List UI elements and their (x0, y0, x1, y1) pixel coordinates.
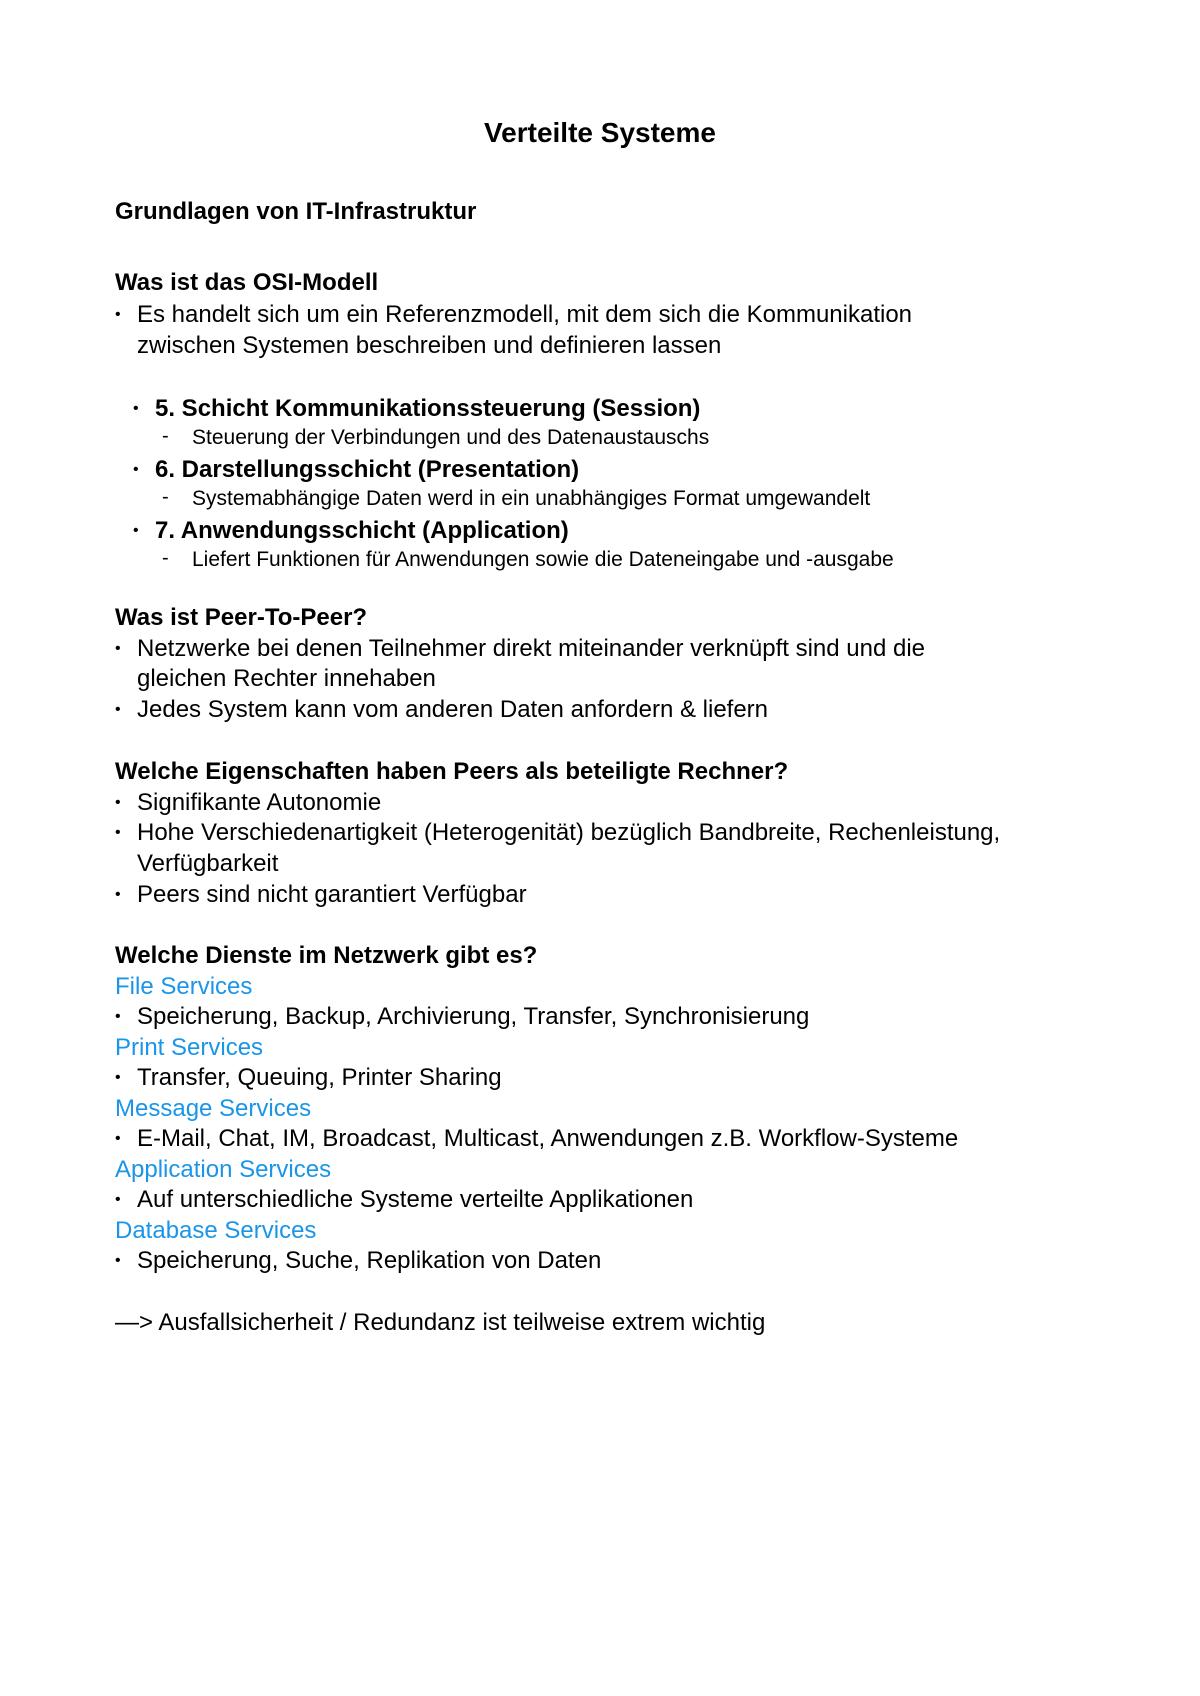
database-services-label: Database Services (115, 1217, 317, 1244)
osi-bullet-line-2: zwischen Systemen beschreiben und definieren lassen (137, 332, 722, 359)
bullet-icon: • (115, 306, 121, 323)
osi-heading: Was ist das OSI-Modell (115, 269, 379, 296)
peers-bullet-3: Peers sind nicht garantiert Verfügbar (137, 881, 527, 908)
database-services-desc: Speicherung, Suche, Replikation von Daten (137, 1247, 602, 1274)
file-services-desc: Speicherung, Backup, Archivierung, Transfer, Synchronisierung (137, 1003, 810, 1030)
peers-bullet-1: Signifikante Autonomie (137, 789, 382, 816)
message-services-desc: E-Mail, Chat, IM, Broadcast, Multicast, Anwendungen z.B. Workflow-Systeme (137, 1125, 959, 1152)
osi-layer-6-desc: Systemabhängige Daten werd in ein unabhängiges Format umgewandelt (192, 487, 871, 510)
conclusion-note: —> Ausfallsicherheit / Redundanz ist teilweise extrem wichtig (115, 1309, 766, 1336)
bullet-icon: • (115, 824, 121, 841)
bullet-icon: • (115, 1252, 121, 1269)
bullet-icon: • (115, 1069, 121, 1086)
dash-icon: - (162, 547, 169, 569)
bullet-icon: • (115, 701, 121, 718)
osi-layer-7-desc: Liefert Funktionen für Anwendungen sowie die Dateneingabe und -ausgabe (192, 548, 894, 571)
services-heading: Welche Dienste im Netzwerk gibt es? (115, 942, 538, 969)
section-heading: Grundlagen von IT-Infrastruktur (115, 198, 477, 225)
peers-bullet-2-line-1: Hohe Verschiedenartigkeit (Heterogenität) bezüglich Bandbreite, Rechenleistung, (137, 819, 1001, 846)
bullet-icon: • (115, 1191, 121, 1208)
p2p-bullet-1-line-2: gleichen Rechter innehaben (137, 665, 436, 692)
osi-layer-6: 6. Darstellungsschicht (Presentation) (155, 456, 580, 483)
message-services-label: Message Services (115, 1095, 312, 1122)
bullet-icon: • (115, 794, 121, 811)
osi-layer-5: 5. Schicht Kommunikationssteuerung (Session) (155, 395, 701, 422)
print-services-label: Print Services (115, 1034, 264, 1061)
bullet-icon: • (133, 400, 139, 417)
bullet-icon: • (115, 1008, 121, 1025)
application-services-label: Application Services (115, 1156, 332, 1183)
dash-icon: - (162, 425, 169, 447)
application-services-desc: Auf unterschiedliche Systeme verteilte Applikationen (137, 1186, 694, 1213)
print-services-desc: Transfer, Queuing, Printer Sharing (137, 1064, 502, 1091)
bullet-icon: • (133, 461, 139, 478)
p2p-heading: Was ist Peer-To-Peer? (115, 604, 368, 631)
file-services-label: File Services (115, 973, 253, 1000)
osi-layer-5-desc: Steuerung der Verbindungen und des Datenaustauschs (192, 426, 710, 449)
osi-bullet-line-1: Es handelt sich um ein Referenzmodell, mit dem sich die Kommunikation (137, 301, 913, 328)
dash-icon: - (162, 486, 169, 508)
peers-bullet-2-line-2: Verfügbarkeit (137, 850, 279, 877)
bullet-icon: • (115, 640, 121, 657)
page-title: Verteilte Systeme (484, 117, 716, 148)
bullet-icon: • (115, 1130, 121, 1147)
p2p-bullet-1-line-1: Netzwerke bei denen Teilnehmer direkt miteinander verknüpft sind und die (137, 635, 926, 662)
bullet-icon: • (115, 886, 121, 903)
peers-heading: Welche Eigenschaften haben Peers als beteiligte Rechner? (115, 758, 789, 785)
bullet-icon: • (133, 522, 139, 539)
p2p-bullet-2: Jedes System kann vom anderen Daten anfordern & liefern (137, 696, 769, 723)
osi-layer-7: 7. Anwendungsschicht (Application) (155, 517, 569, 544)
